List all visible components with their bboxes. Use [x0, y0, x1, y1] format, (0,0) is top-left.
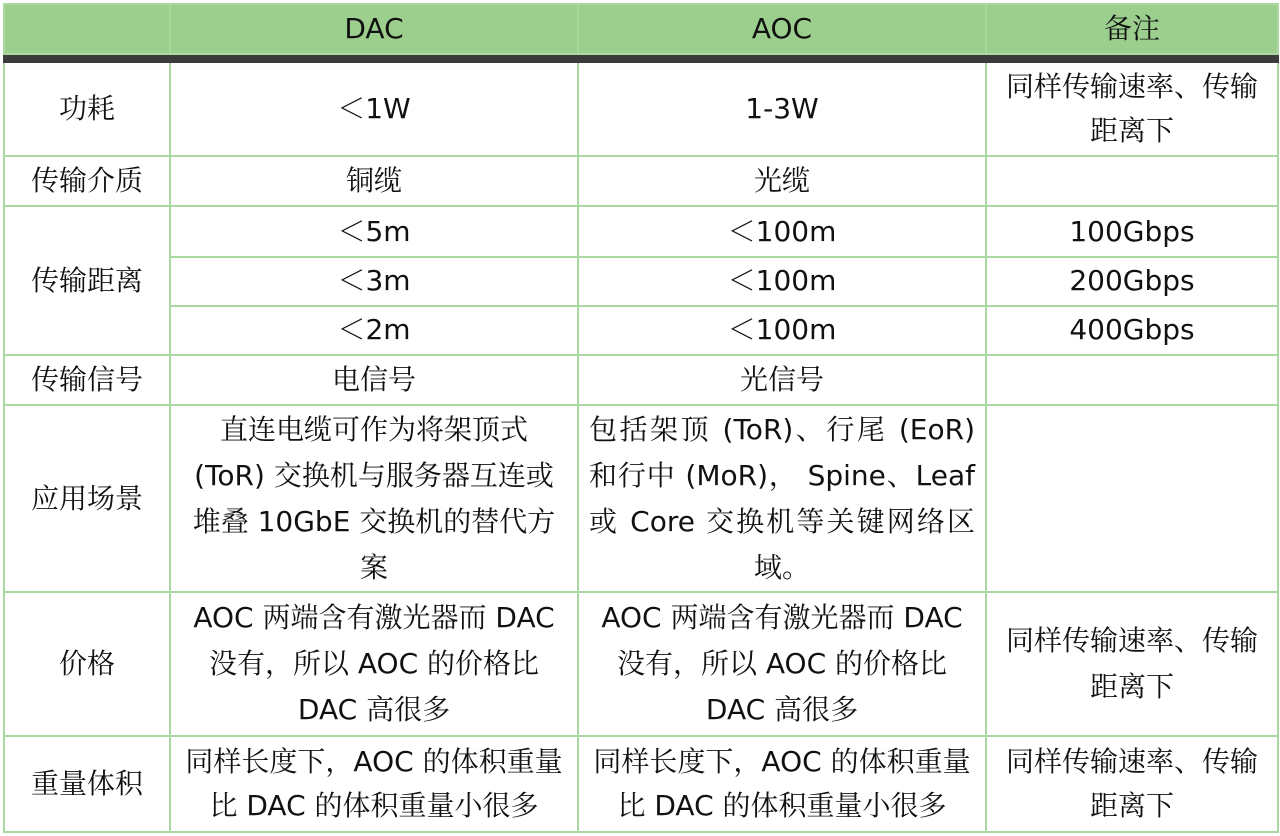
cell-note: [986, 355, 1278, 405]
cell-note: [986, 156, 1278, 206]
cell-note: 同样传输速率、传输距离下: [986, 736, 1278, 832]
cell-note: 200Gbps: [986, 257, 1278, 306]
cell-dac: ＜2m: [170, 306, 578, 355]
cell-note: 100Gbps: [986, 206, 1278, 256]
row-label: 传输距离: [4, 206, 170, 354]
cell-dac: ＜1W: [170, 62, 578, 156]
cell-dac: 铜缆: [170, 156, 578, 206]
cell-note: 同样传输速率、传输距离下: [986, 62, 1278, 156]
header-cell-dac: DAC: [170, 4, 578, 54]
cell-aoc: 光信号: [578, 355, 986, 405]
header-cell-aoc: AOC: [578, 4, 986, 54]
table-row-weight: [4, 736, 1278, 832]
header-divider: [4, 54, 1278, 62]
header-cell-note: 备注: [986, 4, 1278, 54]
cell-aoc: 包括架顶 (ToR)、行尾 (EoR) 和行中 (MoR)， Spine、Leaf 或 Core 交换机等关键网络区域。: [578, 405, 986, 592]
comparison-table: [3, 3, 1279, 833]
table-row-distance: [4, 206, 1278, 256]
cell-dac: 同样长度下，AOC 的体积重量比 DAC 的体积重量小很多: [170, 736, 578, 832]
cell-aoc: ＜100m: [578, 206, 986, 256]
cell-dac: ＜5m: [170, 206, 578, 256]
table-row-price: [4, 592, 1278, 735]
table-row-power: [4, 62, 1278, 156]
table-row-distance-sub: [4, 306, 1278, 355]
cell-note: 同样传输速率、传输距离下: [986, 592, 1278, 735]
cell-dac: 直连电缆可作为将架顶式 (ToR) 交换机与服务器互连或堆叠 10GbE 交换机的替代方案: [170, 405, 578, 592]
cell-dac: 电信号: [170, 355, 578, 405]
cell-aoc: 1-3W: [578, 62, 986, 156]
row-label: 价格: [4, 592, 170, 735]
cell-aoc: 光缆: [578, 156, 986, 206]
table-row-distance-sub: [4, 257, 1278, 306]
table-row-medium: [4, 156, 1278, 206]
header-cell-empty: [4, 4, 170, 54]
cell-aoc: ＜100m: [578, 257, 986, 306]
row-label: 应用场景: [4, 405, 170, 592]
cell-aoc: ＜100m: [578, 306, 986, 355]
cell-aoc: 同样长度下，AOC 的体积重量比 DAC 的体积重量小很多: [578, 736, 986, 832]
cell-note: [986, 405, 1278, 592]
table-row-scenario: [4, 405, 1278, 592]
row-label: 功耗: [4, 62, 170, 156]
cell-note: 400Gbps: [986, 306, 1278, 355]
table-row-signal: [4, 355, 1278, 405]
row-label: 传输介质: [4, 156, 170, 206]
header-row: [4, 4, 1278, 54]
cell-dac: AOC 两端含有激光器而 DAC 没有，所以 AOC 的价格比 DAC 高很多: [170, 592, 578, 735]
cell-aoc: AOC 两端含有激光器而 DAC 没有，所以 AOC 的价格比 DAC 高很多: [578, 592, 986, 735]
row-label: 传输信号: [4, 355, 170, 405]
cell-dac: ＜3m: [170, 257, 578, 306]
row-label: 重量体积: [4, 736, 170, 832]
